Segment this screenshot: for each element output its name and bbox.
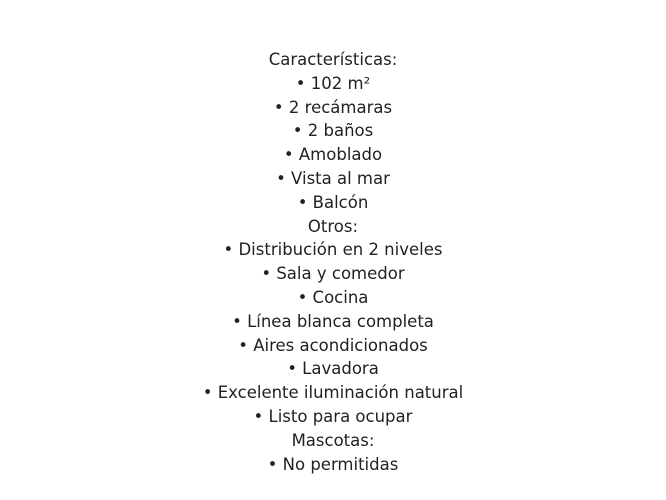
list-item: • Línea blanca completa bbox=[232, 311, 434, 331]
list-item: • Distribución en 2 niveles bbox=[223, 240, 443, 260]
list-item: • Amoblado bbox=[283, 145, 383, 165]
list-item: • 2 baños bbox=[292, 121, 374, 141]
list-item: • Balcón bbox=[297, 192, 369, 212]
list-item: • Listo para ocupar bbox=[253, 406, 413, 426]
mascotas-heading: Mascotas: bbox=[291, 430, 375, 450]
list-item: • Vista al mar bbox=[276, 168, 390, 188]
otros-heading: Otros: bbox=[307, 216, 359, 236]
caracteristicas-heading: Características: bbox=[268, 50, 398, 69]
property-details-document bbox=[0, 48, 666, 476]
list-item: • Sala y comedor bbox=[261, 264, 405, 284]
list-item: • 2 recámaras bbox=[273, 97, 393, 117]
list-item: • Cocina bbox=[297, 287, 369, 307]
list-item: • Excelente iluminación natural bbox=[202, 383, 464, 403]
list-item: • Lavadora bbox=[287, 359, 379, 379]
list-item: • No permitidas bbox=[267, 454, 399, 474]
list-item: • Aires acondicionados bbox=[238, 335, 428, 355]
list-item: • 102 m² bbox=[295, 73, 371, 93]
